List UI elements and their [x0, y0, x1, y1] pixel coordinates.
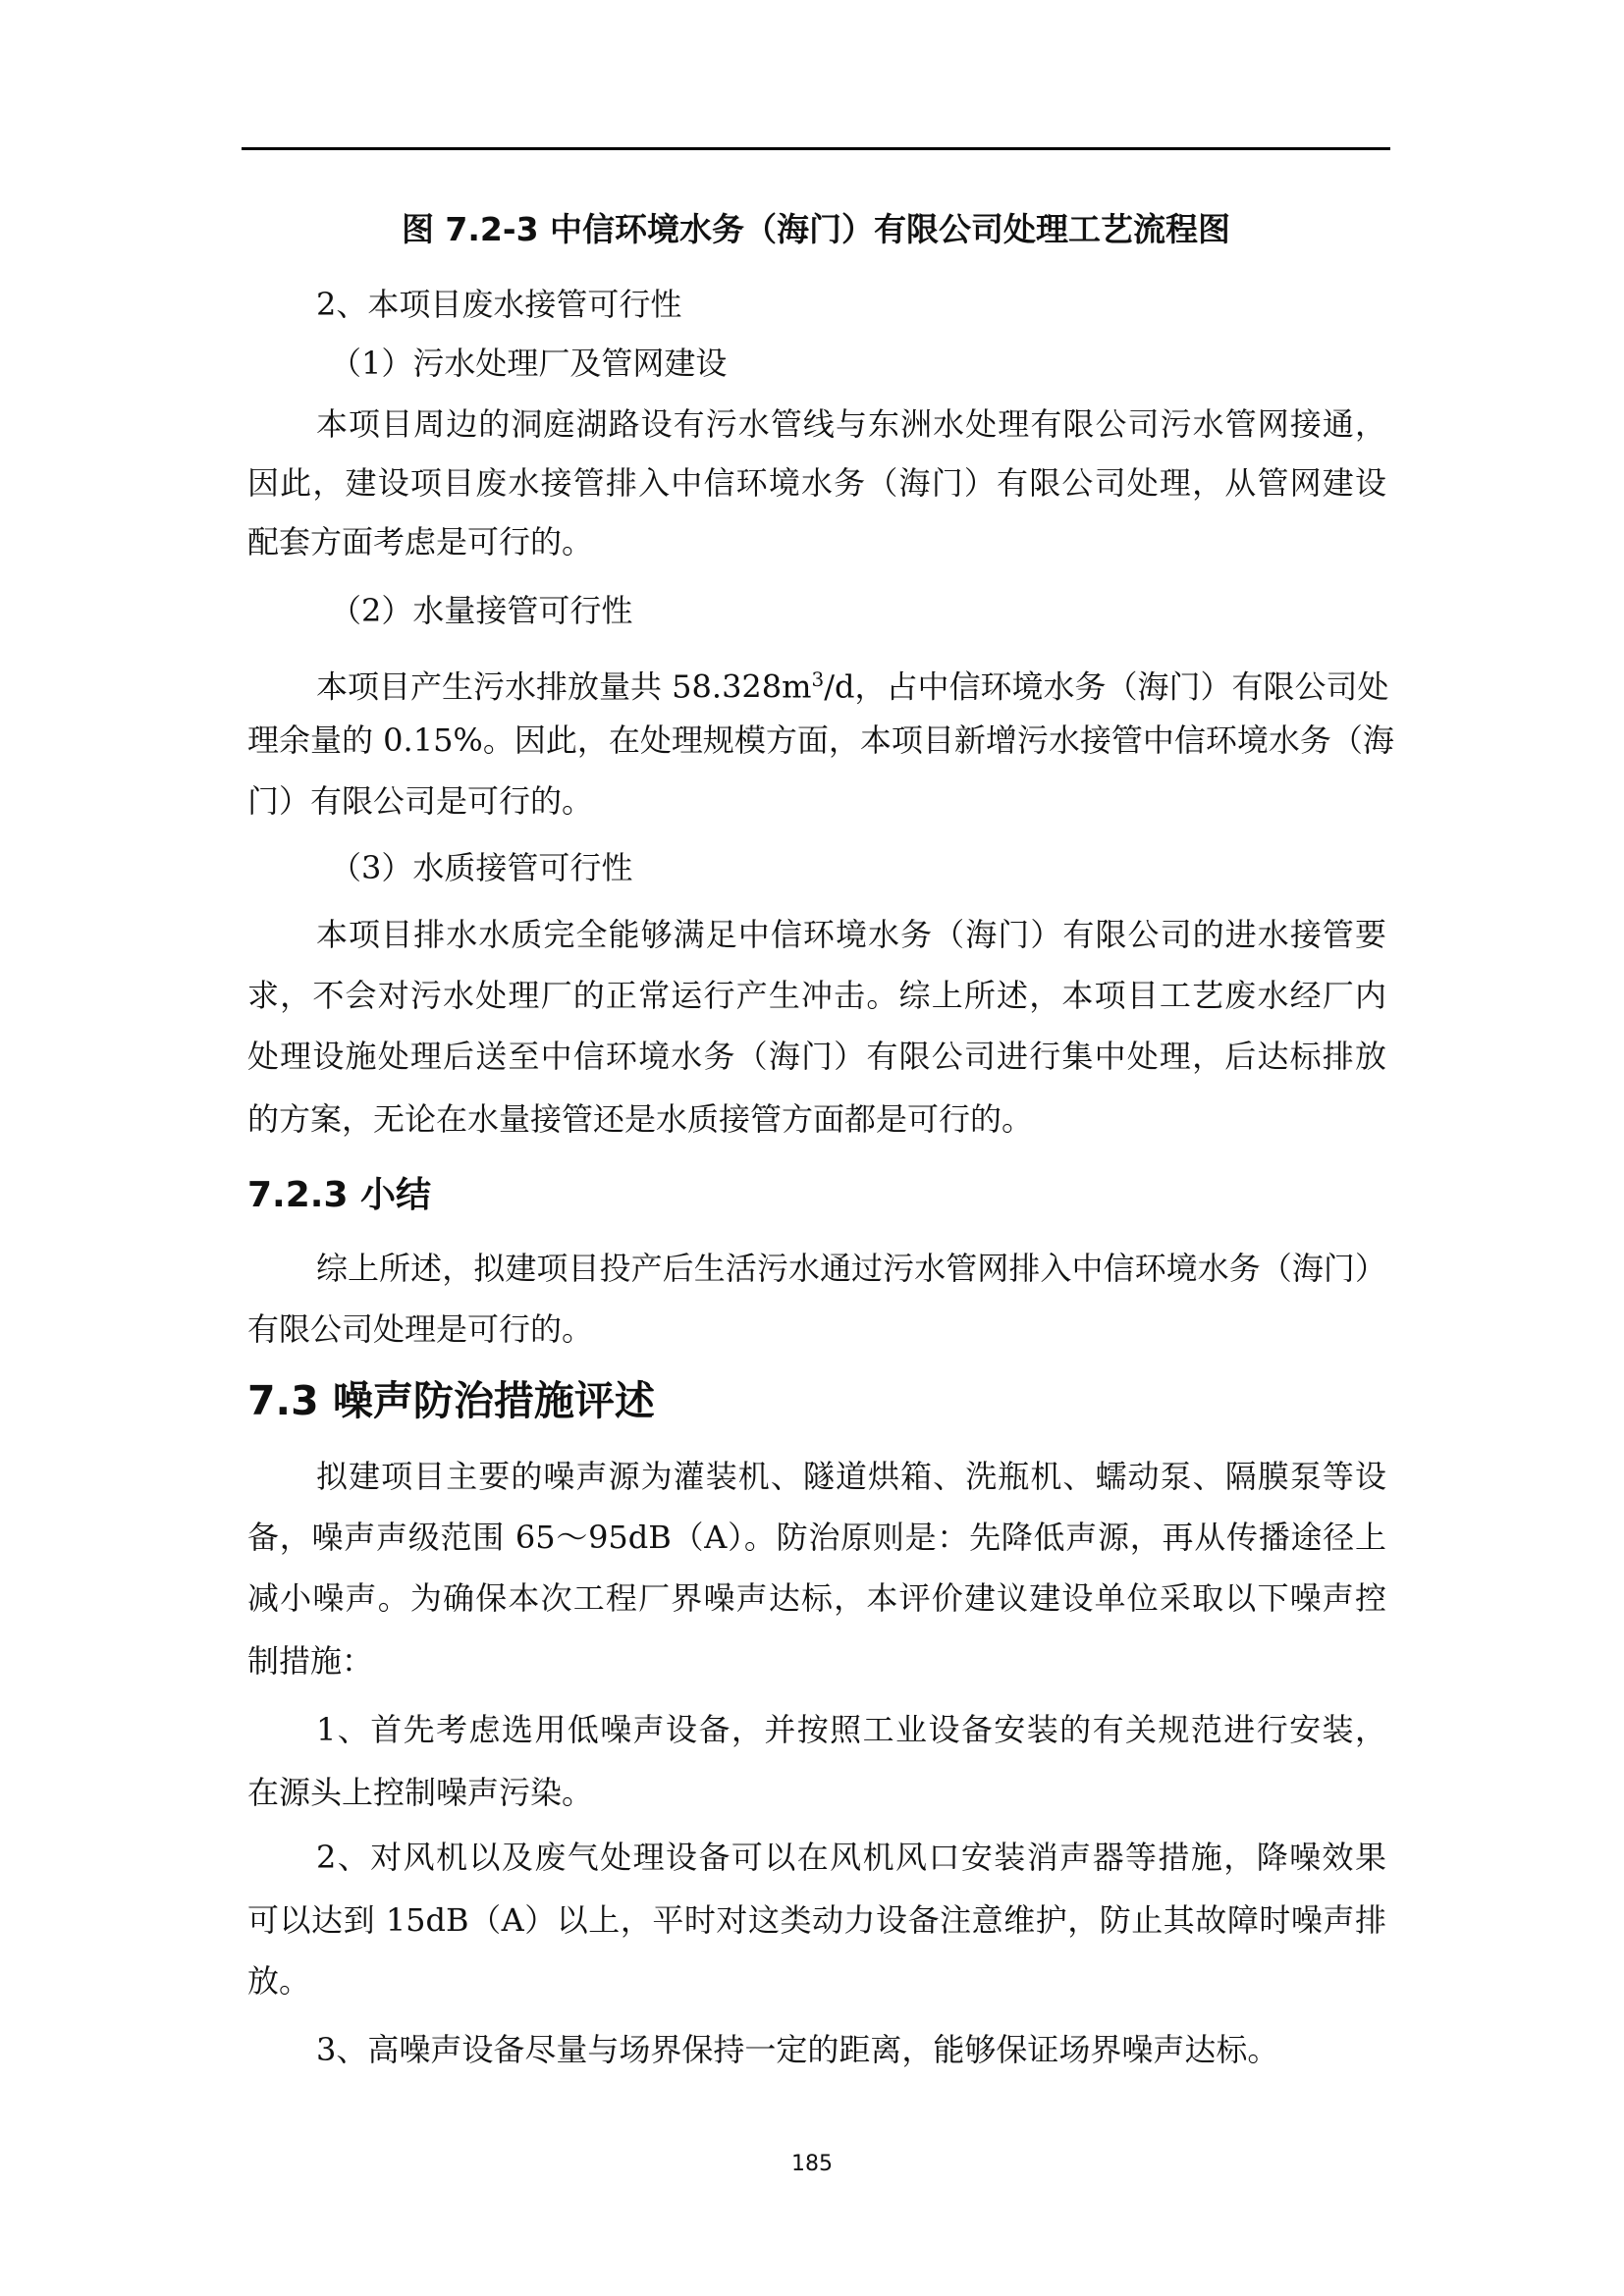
paragraph-line: 本项目周边的洞庭湖路设有污水管线与东洲水处理有限公司污水管网接通，: [316, 405, 1386, 443]
paragraph-line: 处理设施处理后送至中信环境水务（海门）有限公司进行集中处理，后达标排放: [247, 1038, 1386, 1075]
paragraph-line: 配套方面考虑是可行的。: [247, 523, 594, 561]
paragraph-line: 备，噪声声级范围 65～95dB（A）。防治原则是：先降低声源，再从传播途径上: [247, 1519, 1386, 1556]
subsection-1-heading: （1）污水处理厂及管网建设: [330, 345, 728, 382]
paragraph-line: [316, 660, 1389, 707]
subsection-3-heading: （3）水质接管可行性: [330, 849, 633, 886]
text-span: /d，占中信环境水务（海门）有限公司处: [824, 667, 1389, 706]
paragraph-line: 制措施：: [247, 1642, 374, 1680]
list-item-line: 2、对风机以及废气处理设备可以在风机风口安装消声器等措施，降噪效果: [316, 1839, 1386, 1876]
header-rule: [242, 147, 1390, 150]
paragraph-line: 有限公司处理是可行的。: [247, 1310, 594, 1348]
paragraph-line: 减小噪声。为确保本次工程厂界噪声达标，本评价建议建设单位采取以下噪声控: [247, 1579, 1386, 1617]
figure-caption: 图 7.2-3 中信环境水务（海门）有限公司处理工艺流程图: [401, 210, 1231, 248]
list-item-line: 3、高噪声设备尽量与场界保持一定的距离，能够保证场界噪声达标。: [316, 2031, 1279, 2068]
page-number: 185: [791, 2152, 833, 2176]
section-2-heading: 2、本项目废水接管可行性: [316, 286, 682, 323]
list-item-line: 可以达到 15dB（A）以上，平时对这类动力设备注意维护，防止其故障时噪声排: [247, 1901, 1386, 1939]
paragraph-line: 求，不会对污水处理厂的正常运行产生冲击。综上所述，本项目工艺废水经厂内: [247, 977, 1386, 1014]
superscript: 3: [811, 667, 825, 691]
subsection-2-heading: （2）水量接管可行性: [330, 592, 633, 629]
list-item-line: 1、首先考虑选用低噪声设备，并按照工业设备安装的有关规范进行安装，: [316, 1711, 1386, 1748]
list-item-line: 放。: [247, 1962, 311, 2000]
paragraph-line: 的方案，无论在水量接管还是水质接管方面都是可行的。: [247, 1100, 1034, 1138]
paragraph-line: 因此，建设项目废水接管排入中信环境水务（海门）有限公司处理，从管网建设: [247, 464, 1386, 502]
section-heading-7-3: 7.3 噪声防治措施评述: [247, 1377, 655, 1424]
paragraph-line: 综上所述，拟建项目投产后生活污水通过污水管网排入中信环境水务（海门）: [316, 1250, 1386, 1287]
list-item-line: 在源头上控制噪声污染。: [247, 1774, 594, 1811]
paragraph-line: 本项目排水水质完全能够满足中信环境水务（海门）有限公司的进水接管要: [316, 916, 1386, 953]
paragraph-line: 门）有限公司是可行的。: [247, 782, 594, 820]
section-heading-7-2-3: 7.2.3 小结: [247, 1175, 432, 1215]
paragraph-line: 理余量的 0.15%。因此，在处理规模方面，本项目新增污水接管中信环境水务（海: [247, 721, 1394, 759]
paragraph-line: 拟建项目主要的噪声源为灌装机、隧道烘箱、洗瓶机、蠕动泵、隔膜泵等设: [316, 1458, 1386, 1495]
text-span: 本项目产生污水排放量共 58.328m: [316, 667, 812, 706]
